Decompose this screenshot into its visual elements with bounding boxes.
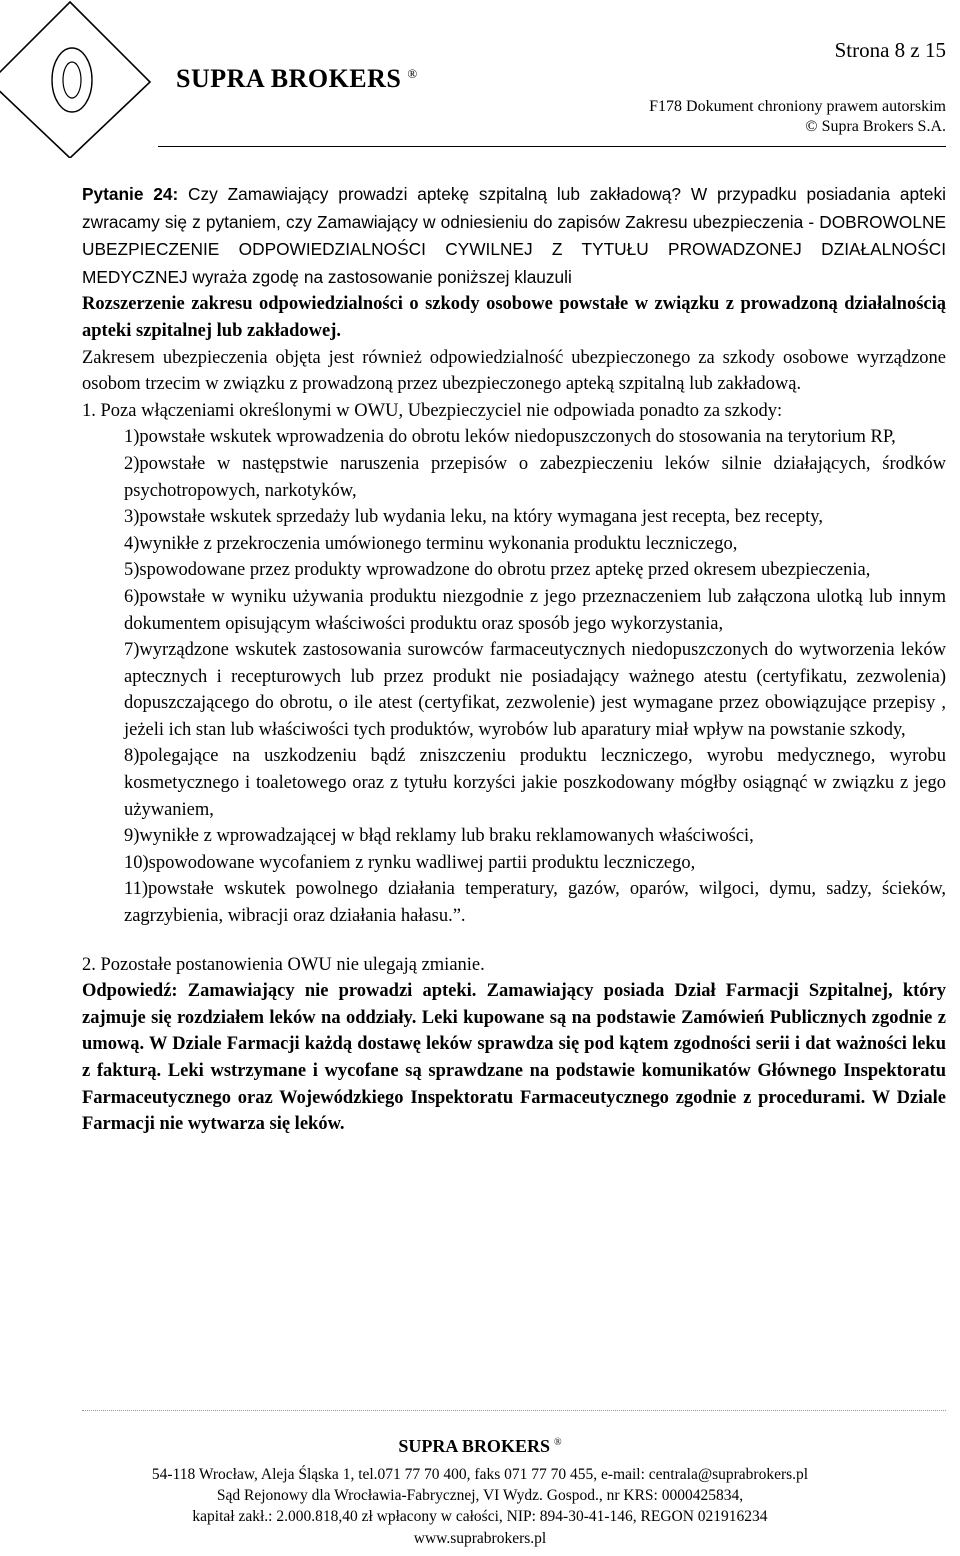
brand-text: SUPRA BROKERS xyxy=(176,64,402,93)
clause-title: Rozszerzenie zakresu odpowiedzialności o szkody osobowe powstałe w związku z prowadzoną działalnością apteki szpitalnej lub zakładowej. xyxy=(82,294,946,341)
exclusion-item: 5)spowodowane przez produkty wprowadzone do obrotu przez aptekę przed okresem ubezpieczenia, xyxy=(124,560,871,581)
answer-paragraph: Odpowiedź: Zamawiający nie prowadzi apteki. Zamawiający posiada Dział Farmacji Szpitalnej, który zajmuje się rozdziałem leków na oddziały. Leki kupowane są na podstawie Zamówień Publicznych zgodnie z umową. W Dziale Farmacji każdą dostawę leków sprawdza się pod kątem zgodności serii i dat ważności leku z fakturą. Leki wstrzymane i wycofane są sprawdzane na podstawie komunikatów Głównego Inspektoratu Farmaceutycznego oraz Wojewódzkiego Inspektoratu Farmaceutycznego zgodnie z procedurami. W Dziale Farmacji nie wytwarza się leków. xyxy=(82,981,946,1135)
exclusion-item: 11)powstałe wskutek powolnego działania temperatury, gazów, oparów, wilgoci, dymu, sadzy, ścieków, zagrzybienia, wibracji oraz działania hałasu.”. xyxy=(124,879,946,927)
exclusion-item: 2)powstałe w następstwie naruszenia przepisów o zabezpieczeniu leków silnie działających, środków psychotropowych, narkotyków, xyxy=(124,453,946,501)
page-number: Strona 8 z 15 xyxy=(834,38,946,62)
clause-body: Zakresem ubezpieczenia objęta jest również odpowiedzialność ubezpieczonego za szkody osobowe wyrządzone osobom trzecim w związku z prowadzoną przez ubezpieczonego apteką szpitalną lub zakładową. xyxy=(82,347,946,395)
copyright-notice: F178 Dokument chroniony prawem autorskim xyxy=(649,98,946,115)
question-sentence-1: Czy Zamawiający prowadzi aptekę szpitalną lub zakładową? xyxy=(178,184,682,204)
footer-court: Sąd Rejonowy dla Wrocławia-Fabrycznej, VI Wydz. Gospod., nr KRS: 0000425834, xyxy=(216,1487,744,1504)
header-divider xyxy=(158,146,946,147)
exclusion-item: 8)polegające na uszkodzeniu bądź zniszczeniu produktu leczniczego, wyrobu medycznego, wyrobu kosmetycznego i toaletowego oraz z tytułu korzyści jakie poszkodowany mógłby osiągnąć w związku z jego używaniem, xyxy=(124,746,946,820)
brand-name xyxy=(176,64,418,94)
company-logo xyxy=(0,0,155,158)
question-label: Pytanie 24: xyxy=(82,184,179,204)
exclusion-item: 9)wynikłe z wprowadzającej w błąd reklamy lub braku reklamowanych właściwości, xyxy=(124,826,754,847)
question-sentence-2: W przypadku posiadania apteki zwracamy się z pytaniem, czy Zamawiający w odniesieniu do zapisów Zakresu ubezpieczenia - DOBROWOLNE UBEZPIECZENIE ODPOWIEDZIALNOŚCI CYWILNEJ Z TYTUŁU PROWADZONEJ DZIAŁALNOŚCI MEDYCZNEJ wyraża zgodę na zastosowanie poniższej klauzuli xyxy=(82,184,946,287)
question-paragraph xyxy=(82,181,946,291)
footer-brand-text: SUPRA BROKERS xyxy=(398,1436,550,1456)
remaining-provisions: 2. Pozostałe postanowienia OWU nie ulegają zmianie. xyxy=(82,954,485,975)
exclusion-item: 3)powstałe wskutek sprzedaży lub wydania leku, na który wymagana jest recepta, bez recepty, xyxy=(124,507,823,528)
footer-registered-mark: ® xyxy=(553,1437,562,1448)
footer-website: www.suprabrokers.pl xyxy=(413,1530,547,1547)
copyright-owner: © Supra Brokers S.A. xyxy=(805,118,946,135)
exclusions-intro: 1. Poza włączeniami określonymi w OWU, Ubezpieczyciel nie odpowiada ponadto za szkody: xyxy=(82,400,783,421)
exclusion-item: 10)spowodowane wycofaniem z rynku wadliwej partii produktu leczniczego, xyxy=(124,852,696,873)
footer-capital: kapitał zakł.: 2.000.818,40 zł wpłacony w całości, NIP: 894-30-41-146, REGON 021916234 xyxy=(192,1508,768,1525)
exclusion-item: 6)powstałe w wyniku używania produktu niezgodnie z jego przeznaczeniem lub załączona ulotką lub innym dokumentem opisującym właściwości produktu oraz sposób jego wykorzystania, xyxy=(124,586,946,634)
exclusion-item: 1)powstałe wskutek wprowadzenia do obrotu leków niedopuszczonych do stosowania na terytorium RP, xyxy=(124,427,896,448)
registered-mark: ® xyxy=(407,66,418,81)
footer-brand xyxy=(0,1436,960,1457)
footer-divider xyxy=(82,1410,946,1411)
footer-address: 54-118 Wrocław, Aleja Śląska 1, tel.071 77 70 400, faks 071 77 70 455, e-mail: centrala@suprabrokers.pl xyxy=(151,1466,809,1483)
exclusion-item: 4)wynikłe z przekroczenia umówionego terminu wykonania produktu leczniczego, xyxy=(124,533,738,554)
exclusion-item: 7)wyrządzone wskutek zastosowania surowców farmaceutycznych niedopuszczonych do wytworzenia leków aptecznych i recepturowych lub przez produkt nie posiadający ważnego atestu (certyfikatu, zezwolenia) dopuszczającego do obrotu, o ile atest (certyfikat, zezwolenie) jest wymagane przez obowiązujące przepisy , jeżeli ich stan lub właściwości tych produktów, wyrobów lub aparatury miał wpływ na powstanie szkody, xyxy=(124,640,946,740)
question-block xyxy=(82,181,946,1138)
